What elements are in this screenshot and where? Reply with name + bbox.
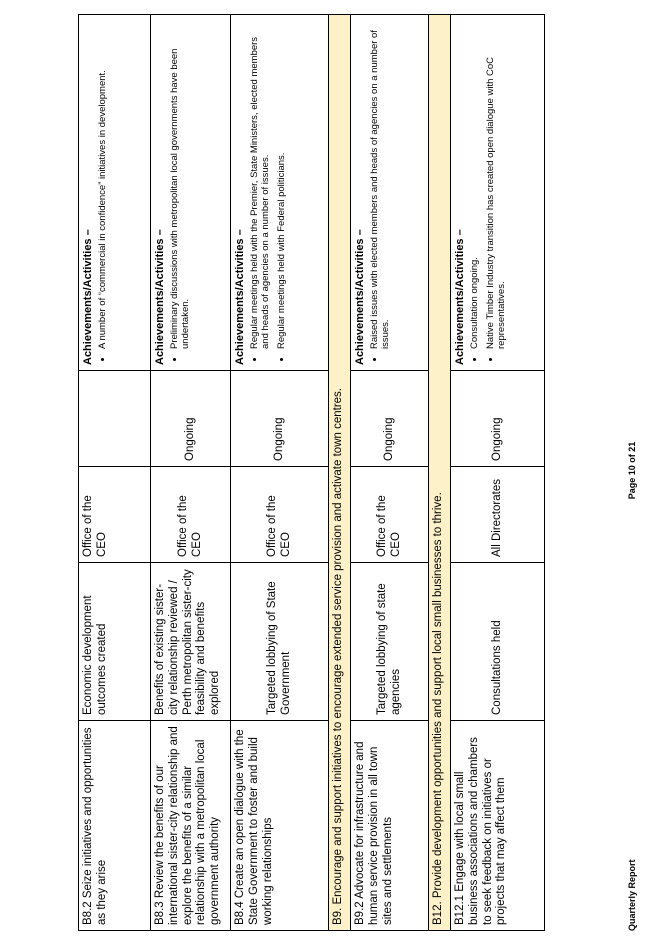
achievements-list	[170, 20, 192, 365]
list-item: • Raised issues with elected members and heads of agencies on a number of issues.	[370, 20, 392, 349]
outcome-cell: B8.4 Create an open dialogue with the State Government to foster and build working relationships	[231, 721, 329, 931]
outcome-cell: B8.3 Review the benefits of our international sister-city relationship and explore the benefits of a similar relationship with a metropolitan local government authority	[151, 721, 231, 931]
achievements-cell	[451, 15, 545, 371]
achievements-heading: Achievements/Activities –	[154, 229, 166, 365]
achievements-list	[470, 20, 508, 365]
section-header-row	[329, 15, 351, 931]
achievements-heading: Achievements/Activities –	[234, 229, 246, 365]
responsibility-cell: Office of the CEO	[351, 467, 429, 563]
table-row	[151, 15, 231, 931]
timeframe-cell: Ongoing	[451, 371, 545, 467]
achievements-list	[370, 20, 392, 365]
measure-cell: Consultations held	[451, 563, 545, 721]
achievements-heading: Achievements/Activities –	[354, 229, 366, 365]
page-number: Page 10 of 21	[627, 441, 637, 500]
achievements-cell	[151, 15, 231, 371]
achievements-heading: Achievements/Activities –	[82, 229, 94, 365]
achievements-heading: Achievements/Activities –	[454, 229, 466, 365]
list-item: • Native Timber Industry transition has created open dialogue with CoC representatives.	[486, 20, 508, 349]
responsibility-cell: All Directorates	[451, 467, 545, 563]
outcome-cell: B8.2 Seize initiatives and opportunities as they arise	[79, 721, 151, 931]
timeframe-cell: Ongoing	[151, 371, 231, 467]
measure-cell: Economic development outcomes created	[79, 563, 151, 721]
outcome-cell: B9.2 Advocate for infrastructure and human service provision in all town sites and settlements	[351, 721, 429, 931]
responsibility-cell: Office of the CEO	[151, 467, 231, 563]
timeframe-cell: Ongoing	[231, 371, 329, 467]
list-item: • Regular meetings held with the Premier, State Ministers, elected members and heads of agencies on a number of issues.	[250, 20, 272, 349]
table-row	[231, 15, 329, 931]
achievements-cell	[231, 15, 329, 371]
outcome-cell: B12.1 Engage with local small business associations and chambers to seek feedback on initiatives or projects that may affect them	[451, 721, 545, 931]
footer-report-title: Quarterly Report	[627, 859, 637, 931]
measure-cell: Benefits of existing sister-city relationship reviewed / Perth metropolitan sister-city feasibility and benefits explored	[151, 563, 231, 721]
achievements-list	[98, 20, 109, 365]
list-item: • Preliminary discussions with metropolitan local governments have been undertaken.	[170, 20, 192, 349]
list-item: • Consultation ongoing.	[470, 20, 481, 349]
responsibility-cell: Office of the CEO	[231, 467, 329, 563]
achievements-cell	[79, 15, 151, 371]
section-b12-heading: B12. Provide development opportunities and support local small businesses to thrive.	[429, 15, 451, 931]
timeframe-cell	[79, 371, 151, 467]
measure-cell: Targeted lobbying of state agencies	[351, 563, 429, 721]
responsibility-cell: Office of the CEO	[79, 467, 151, 563]
progress-table	[78, 14, 545, 931]
table-row	[351, 15, 429, 931]
section-header-row	[429, 15, 451, 931]
achievements-cell	[351, 15, 429, 371]
measure-cell: Targeted lobbying of State Government	[231, 563, 329, 721]
section-b9-heading: B9. Encourage and support initiatives to encourage extended service provision and activate town centres.	[329, 15, 351, 931]
table-row	[79, 15, 151, 931]
achievements-list	[250, 20, 288, 365]
timeframe-cell: Ongoing	[351, 371, 429, 467]
list-item: • Regular meetings held with Federal politicians.	[277, 20, 288, 349]
table-row	[451, 15, 545, 931]
list-item: • A number of “commercial in confidence” initiatives in development.	[98, 20, 109, 349]
